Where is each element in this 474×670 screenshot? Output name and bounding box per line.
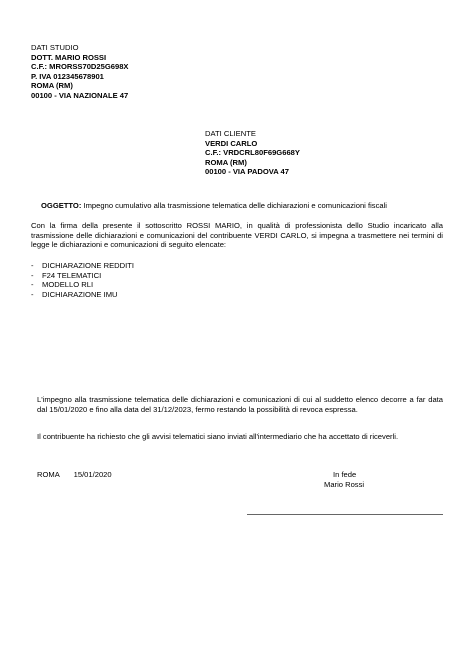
- studio-block: [31, 43, 129, 101]
- signature-line: [247, 514, 443, 515]
- studio-city: ROMA (RM): [31, 81, 73, 91]
- place-date: [37, 470, 112, 480]
- cliente-cf: C.F.: VRDCRL80F69G668Y: [205, 148, 300, 158]
- signature-name: Mario Rossi: [324, 480, 365, 489]
- declarations-list: [31, 261, 134, 299]
- subject-line: [41, 201, 387, 211]
- studio-heading: DATI STUDIO: [31, 43, 79, 52]
- studio-name: DOTT. MARIO ROSSI: [31, 52, 107, 62]
- avvisi-paragraph: Il contribuente ha richiesto che gli avvisi telematici siano inviati all'intermediario che ha accettato di riceverli.: [37, 432, 399, 441]
- cliente-name: VERDI CARLO: [205, 138, 258, 148]
- cliente-block: [205, 129, 300, 177]
- subject-text: Impegno cumulativo alla trasmissione telematica delle dichiarazioni e comunicazioni fiscali: [83, 201, 387, 210]
- studio-cf: C.F.: MRORSS70D25G698X: [31, 62, 129, 72]
- list-item: - MODELLO RLI: [31, 280, 94, 290]
- list-item: - DICHIARAZIONE IMU: [31, 289, 118, 299]
- cliente-heading: DATI CLIENTE: [205, 129, 256, 138]
- place: ROMA: [37, 470, 60, 479]
- signature-label: In fede: [333, 470, 357, 479]
- studio-address: 00100 - VIA NAZIONALE 47: [31, 90, 129, 100]
- subject-label: OGGETTO:: [41, 201, 82, 210]
- impegno-paragraph: L'impegno alla trasmissione telematica delle dichiarazioni e comunicazioni di cui al suddetto elenco decorre a far data dal 15/01/2020 e fino alla data del 31/12/2023, fermo restando la possibilità di revoca espressa.: [37, 395, 443, 414]
- list-item: - F24 TELEMATICI: [31, 270, 102, 280]
- list-item: - DICHIARAZIONE REDDITI: [31, 261, 134, 270]
- cliente-address: 00100 - VIA PADOVA 47: [205, 167, 289, 177]
- cliente-city: ROMA (RM): [205, 157, 247, 167]
- intro-paragraph: Con la firma della presente il sottoscritto ROSSI MARIO, in qualità di professionista dello Studio incaricato alla trasmissione delle dichiarazioni e comunicazioni del contribuente VERDI CARLO, si impegna a trasmettere nei termini di legge le dichiarazioni e comunicazioni di seguito elencate:: [31, 221, 443, 250]
- date: 15/01/2020: [73, 470, 112, 479]
- studio-piva: P. IVA 012345678901: [31, 71, 104, 81]
